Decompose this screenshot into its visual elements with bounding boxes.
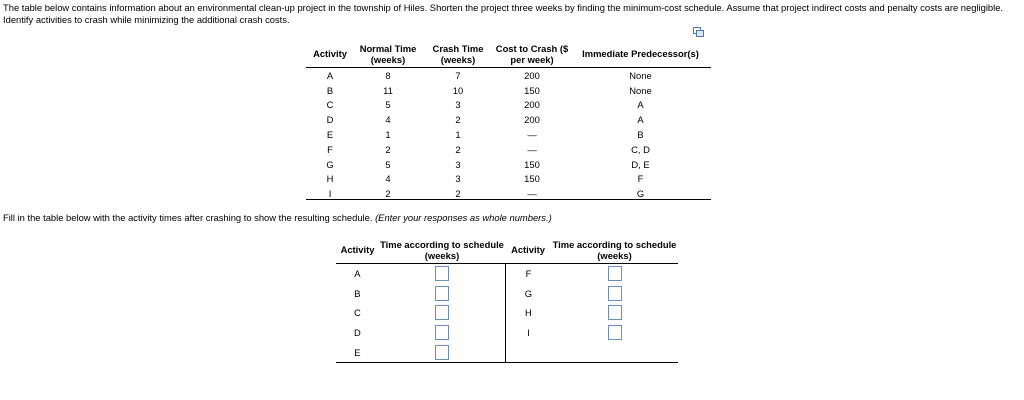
right-activity-label: G xyxy=(524,287,533,299)
right-time-cell xyxy=(551,284,678,304)
activity-cell: A xyxy=(326,69,334,81)
left-activity-label: A xyxy=(354,268,361,280)
table-bottom-rule xyxy=(306,199,711,200)
right-activity-label: H xyxy=(525,307,532,319)
cost-cell: 200 xyxy=(524,99,540,111)
predecessor-cell: A xyxy=(637,99,644,111)
time-answer-input[interactable] xyxy=(608,266,622,281)
crash-time-cell: 2 xyxy=(455,188,461,200)
header-predecessors: Immediate Predecessor(s) xyxy=(582,48,699,59)
predecessor-cell: D, E xyxy=(631,158,650,170)
left-time-cell xyxy=(379,323,505,343)
activity-cell: H xyxy=(326,173,334,185)
left-activity-label: E xyxy=(354,346,361,358)
left-time-cell xyxy=(379,284,505,304)
answer-header-activity-right: Activity xyxy=(511,244,545,255)
table-row xyxy=(306,157,711,172)
answer-table-body xyxy=(336,264,678,362)
crash-time-cell: 7 xyxy=(455,69,461,81)
instruction-main: Fill in the table below with the activity times after crashing to show the resulting schedule. xyxy=(3,212,376,223)
activity-cell: D xyxy=(326,114,334,126)
header-cost-to-crash: Cost to Crash ($ per week) xyxy=(495,42,569,65)
header-normal-time: Normal Time (weeks) xyxy=(359,42,417,65)
normal-time-cell: 11 xyxy=(383,84,393,96)
activity-cell: G xyxy=(326,158,334,170)
time-answer-input[interactable] xyxy=(435,325,449,340)
predecessor-cell: B xyxy=(637,129,644,141)
right-time-cell xyxy=(551,303,678,323)
header-crash-time: Crash Time (weeks) xyxy=(432,42,484,65)
left-activity-label: B xyxy=(354,287,361,299)
table-row xyxy=(306,127,711,142)
time-answer-input[interactable] xyxy=(435,305,449,320)
predecessor-cell: G xyxy=(636,188,645,200)
cost-cell: — xyxy=(527,188,537,200)
cost-cell: 150 xyxy=(524,173,540,185)
predecessor-cell: A xyxy=(637,114,644,126)
predecessor-cell: None xyxy=(629,84,652,96)
right-input-column xyxy=(551,264,678,362)
activity-cell: C xyxy=(326,99,334,111)
answer-header-activity-left: Activity xyxy=(340,244,375,255)
cost-cell: 200 xyxy=(524,114,540,126)
normal-time-cell: 8 xyxy=(385,69,391,81)
crash-time-cell: 2 xyxy=(455,143,461,155)
normal-time-cell: 1 xyxy=(385,129,391,141)
predecessor-cell: None xyxy=(629,69,652,81)
crash-time-cell: 10 xyxy=(452,84,464,96)
activity-cell: E xyxy=(326,129,334,141)
crash-time-cell: 3 xyxy=(455,158,461,170)
time-answer-input[interactable] xyxy=(435,286,449,301)
table-row xyxy=(306,186,711,201)
activity-cell: B xyxy=(326,84,334,96)
normal-time-cell: 4 xyxy=(385,173,391,185)
left-input-column xyxy=(379,264,505,362)
predecessor-cell: C, D xyxy=(631,143,650,155)
time-answer-input[interactable] xyxy=(608,286,622,301)
table-body xyxy=(306,68,711,201)
answer-table-bottom-rule xyxy=(336,362,678,363)
activity-cell: F xyxy=(327,143,333,155)
copy-icon[interactable] xyxy=(693,27,704,37)
table-header xyxy=(306,40,711,68)
cost-cell: 150 xyxy=(524,158,540,170)
cost-cell: — xyxy=(527,143,537,155)
cost-cell: 200 xyxy=(524,69,540,81)
table-row xyxy=(306,112,711,127)
normal-time-cell: 4 xyxy=(385,114,391,126)
cost-cell: 150 xyxy=(524,84,540,96)
header-activity: Activity xyxy=(313,48,347,59)
left-time-cell xyxy=(379,264,505,284)
time-answer-input[interactable] xyxy=(608,325,622,340)
crash-time-cell: 3 xyxy=(455,99,461,111)
crash-time-cell: 3 xyxy=(455,173,461,185)
table-row xyxy=(306,68,711,83)
predecessor-cell: F xyxy=(637,173,644,185)
right-time-cell xyxy=(551,323,678,343)
answer-table xyxy=(336,236,678,363)
time-answer-input[interactable] xyxy=(608,305,622,320)
normal-time-cell: 2 xyxy=(385,143,391,155)
left-time-cell xyxy=(379,342,505,362)
activity-cell: I xyxy=(328,188,332,200)
right-activity-label: F xyxy=(525,268,532,280)
answer-header-time-left: Time according to schedule (weeks) xyxy=(380,238,504,261)
time-answer-input[interactable] xyxy=(435,266,449,281)
right-activity-column xyxy=(505,264,552,362)
instruction-note: (Enter your responses as whole numbers.) xyxy=(375,212,552,223)
normal-time-cell: 5 xyxy=(385,158,391,170)
left-time-cell xyxy=(379,303,505,323)
left-activity-label: D xyxy=(354,327,361,339)
left-activity-column xyxy=(336,264,379,362)
normal-time-cell: 5 xyxy=(385,99,391,111)
right-time-cell xyxy=(551,264,678,284)
answer-header-time-right: Time according to schedule (weeks) xyxy=(552,238,677,261)
time-answer-input[interactable] xyxy=(435,345,449,360)
problem-intro: The table below contains information about an environmental clean-up project in the township of Hiles. Shorten the project three weeks by finding the minimum-cost schedule. Assume that project indirect costs and penalty costs are negligible. Identify activities to crash while minimizing the additional crash costs. xyxy=(3,2,1004,25)
cost-cell: — xyxy=(527,129,537,141)
crash-time-cell: 1 xyxy=(455,129,461,141)
project-data-table xyxy=(306,40,711,200)
table-row xyxy=(306,172,711,187)
table-row xyxy=(306,83,711,98)
table-row xyxy=(306,98,711,113)
instruction xyxy=(3,212,552,223)
crash-time-cell: 2 xyxy=(455,114,461,126)
right-activity-label: I xyxy=(527,327,530,339)
normal-time-cell: 2 xyxy=(385,188,391,200)
answer-table-header xyxy=(336,236,678,264)
table-row xyxy=(306,142,711,157)
left-activity-label: C xyxy=(354,307,361,319)
